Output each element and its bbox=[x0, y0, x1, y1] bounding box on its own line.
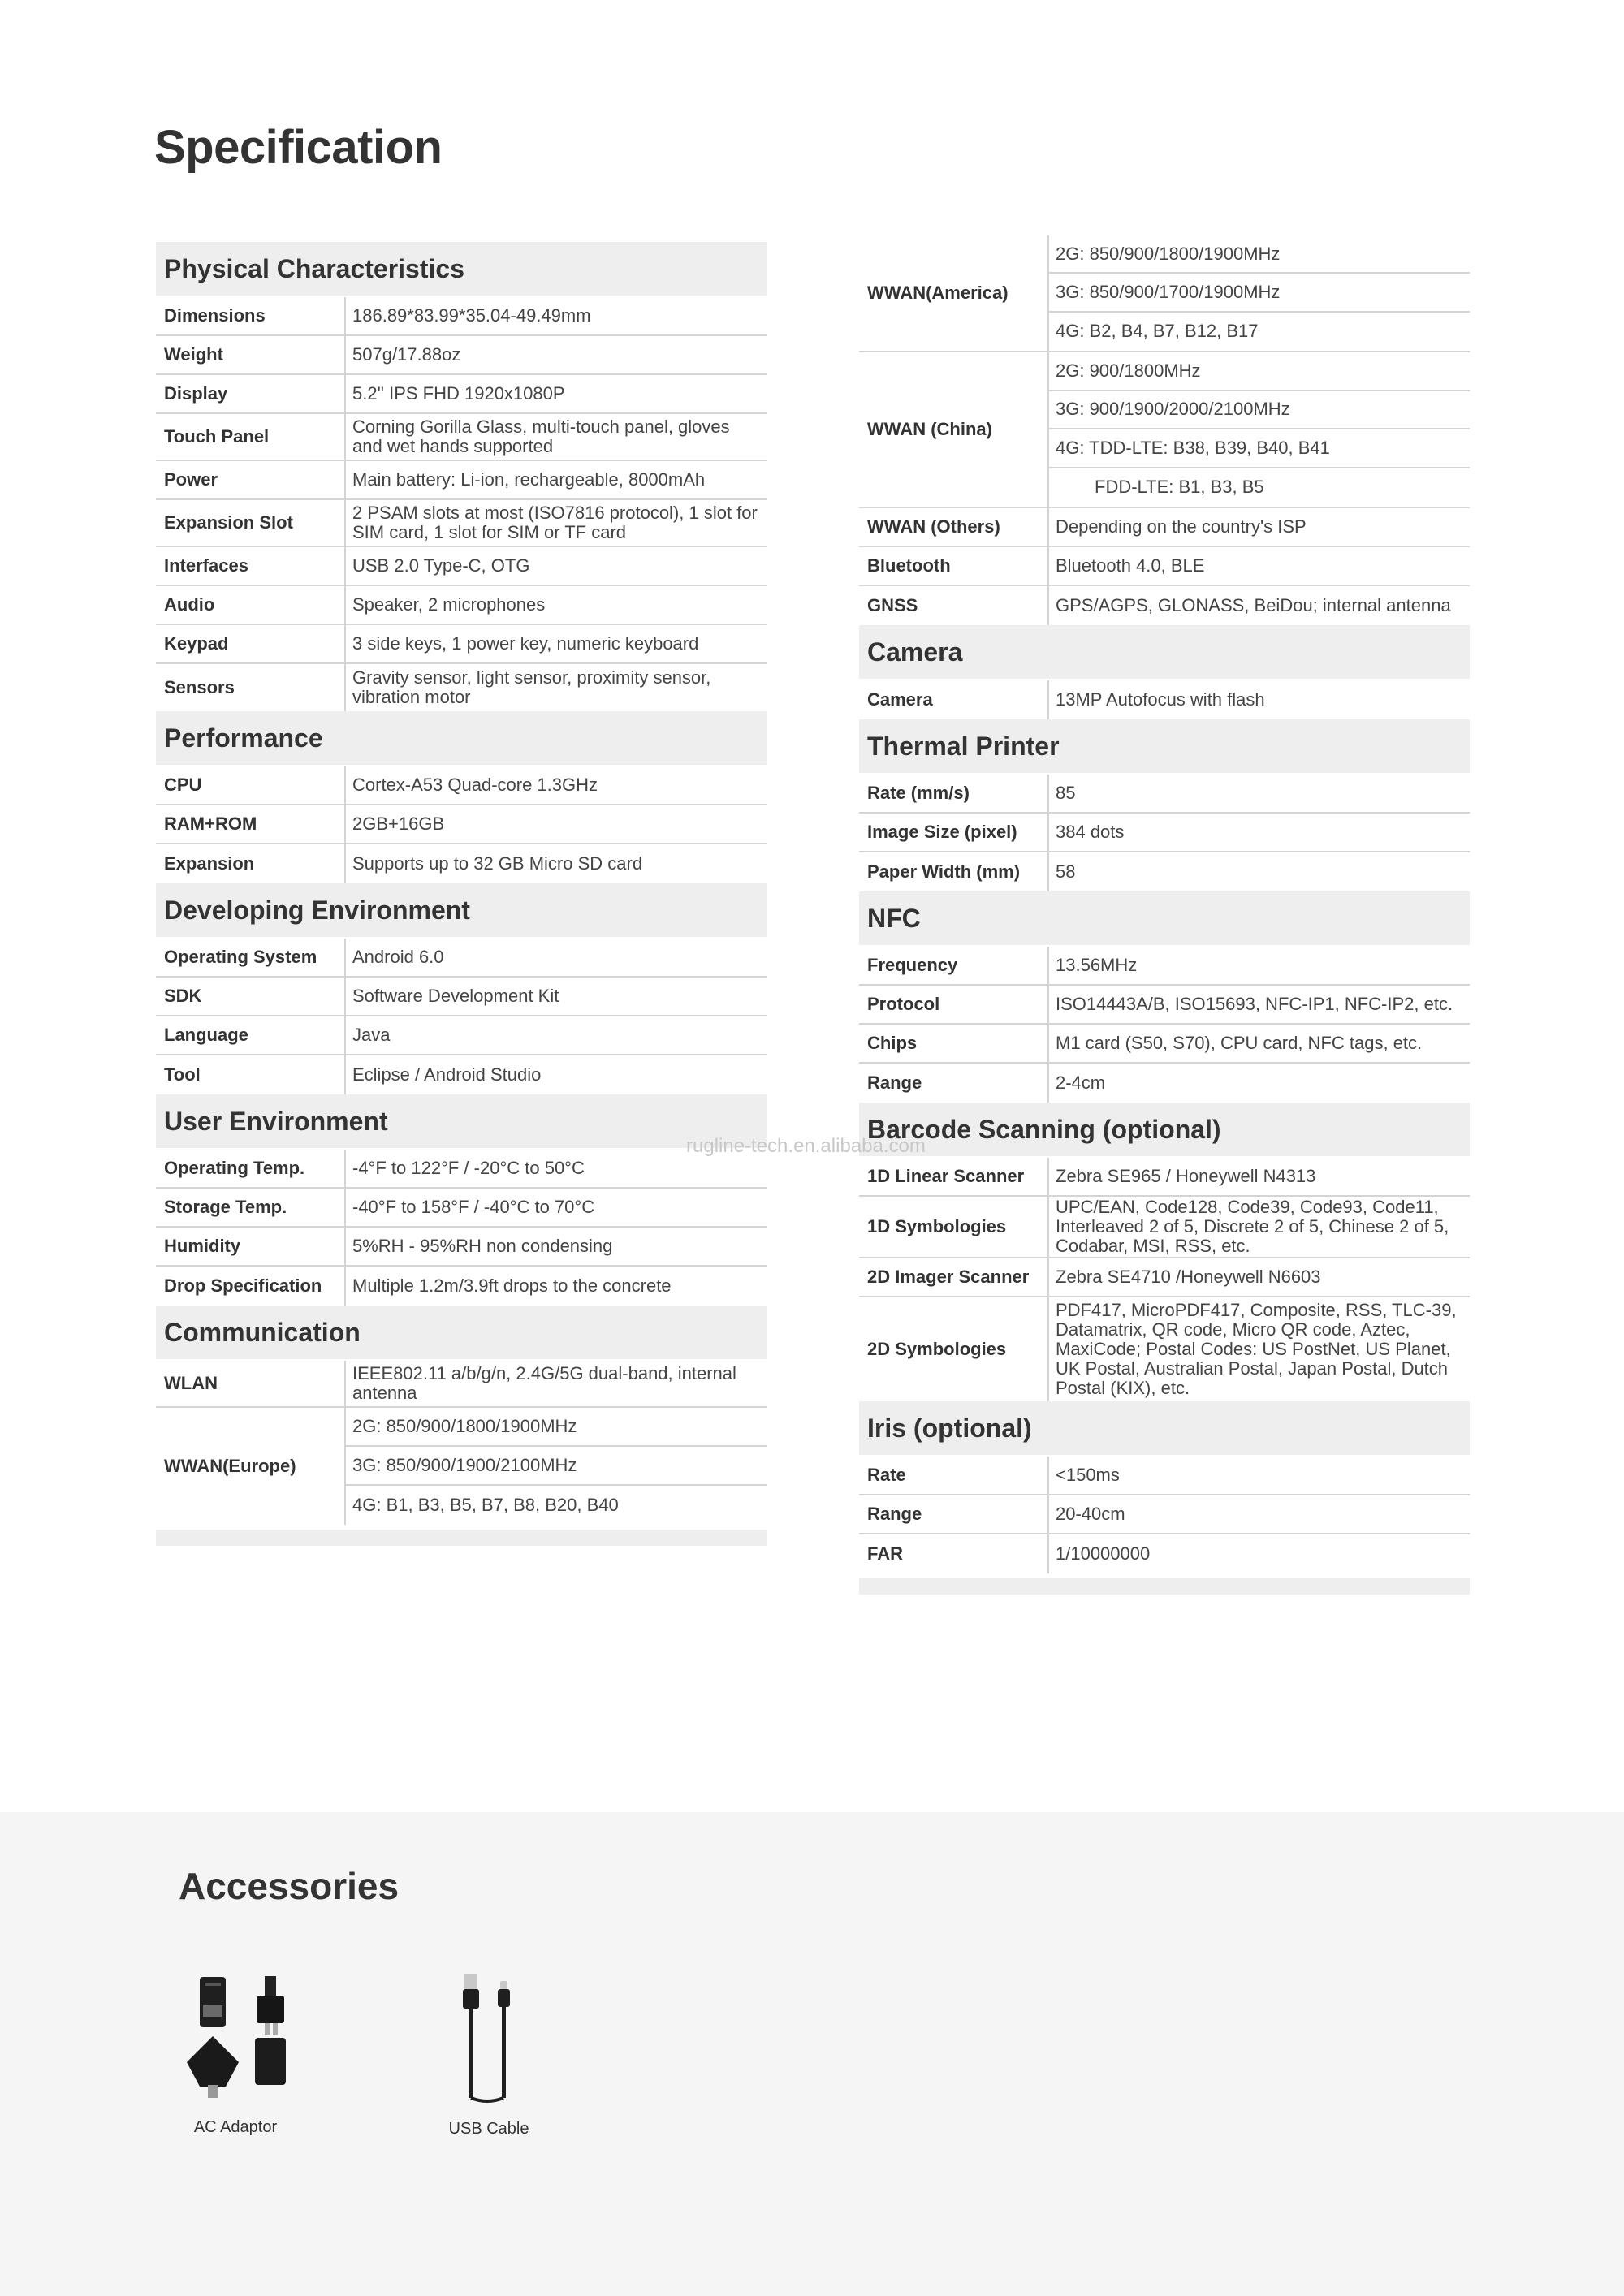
spec-value-line: 4G: B1, B3, B5, B7, B8, B20, B40 bbox=[352, 1495, 619, 1515]
spec-value: Cortex-A53 Quad-core 1.3GHz bbox=[344, 766, 767, 804]
spec-row-cpu bbox=[156, 766, 767, 805]
spec-value-line: 3G: 850/900/1700/1900MHz bbox=[1049, 274, 1470, 312]
spec-label: 2D Imager Scanner bbox=[867, 1267, 1030, 1287]
spec-label: Interfaces bbox=[164, 555, 248, 576]
spec-label: Operating Temp. bbox=[164, 1158, 305, 1178]
spec-value: -40°F to 158°F / -40°C to 70°C bbox=[344, 1189, 767, 1226]
spec-label: Keypad bbox=[164, 633, 229, 654]
accessories-title: Accessories bbox=[179, 1865, 400, 1907]
spec-value: USB 2.0 Type-C, OTG bbox=[344, 547, 767, 585]
spec-table bbox=[156, 939, 767, 1094]
spec-row-weight bbox=[156, 336, 767, 375]
spec-row-operating-system bbox=[156, 939, 767, 978]
spec-row-expansion-slot bbox=[156, 500, 767, 547]
spec-table bbox=[859, 775, 1470, 891]
spec-value: <150ms bbox=[1047, 1457, 1470, 1494]
spec-label: CPU bbox=[164, 775, 202, 795]
spec-label: Expansion bbox=[164, 853, 255, 874]
spec-row-interfaces bbox=[156, 547, 767, 586]
spec-value: Speaker, 2 microphones bbox=[344, 586, 767, 624]
spec-value: 186.89*83.99*35.04-49.49mm bbox=[344, 297, 767, 334]
spec-value: Zebra SE965 / Honeywell N4313 bbox=[1047, 1158, 1470, 1195]
spec-row-language bbox=[156, 1016, 767, 1055]
spec-row-1d-symbologies bbox=[859, 1197, 1470, 1258]
section-title-barcode-scanning-optional: Barcode Scanning (optional) bbox=[859, 1103, 1470, 1156]
spec-value: 13MP Autofocus with flash bbox=[1047, 680, 1470, 719]
spec-label: GNSS bbox=[867, 595, 918, 615]
spec-row-dimensions bbox=[156, 297, 767, 336]
spec-label: Dimensions bbox=[164, 305, 266, 326]
watermark: rugline-tech.en.alibaba.com bbox=[686, 1135, 926, 1157]
spec-value: GPS/AGPS, GLONASS, BeiDou; internal antenna bbox=[1047, 586, 1470, 625]
spec-value: 3 side keys, 1 power key, numeric keyboard bbox=[344, 625, 767, 662]
spec-value: 2 PSAM slots at most (ISO7816 protocol), 1 slot for SIM card, 1 slot for SIM or TF card bbox=[344, 500, 767, 546]
spec-value: 5%RH - 95%RH non condensing bbox=[344, 1228, 767, 1265]
spec-row-chips bbox=[859, 1025, 1470, 1064]
spec-label: WLAN bbox=[164, 1373, 218, 1393]
spec-row-operating-temp bbox=[156, 1150, 767, 1189]
spec-label: Operating System bbox=[164, 947, 317, 967]
spec-row-display bbox=[156, 375, 767, 414]
spec-row-2d-symbologies bbox=[859, 1297, 1470, 1401]
spec-value-line: 4G: B2, B4, B7, B12, B17 bbox=[1056, 321, 1259, 342]
spec-label: Storage Temp. bbox=[164, 1197, 287, 1217]
spec-row-sdk bbox=[156, 978, 767, 1016]
spec-row-storage-temp bbox=[156, 1189, 767, 1228]
spec-value bbox=[1047, 352, 1470, 507]
spec-label: Rate (mm/s) bbox=[867, 783, 970, 803]
spec-value: IEEE802.11 a/b/g/n, 2.4G/5G dual-band, internal antenna bbox=[344, 1361, 767, 1406]
spec-label: Rate bbox=[867, 1465, 906, 1485]
ac-adaptor-image bbox=[179, 1973, 292, 2103]
spec-row-range bbox=[859, 1064, 1470, 1103]
section-title-communication: Communication bbox=[156, 1306, 767, 1359]
spec-label: Touch Panel bbox=[164, 426, 270, 447]
spec-table bbox=[859, 1158, 1470, 1401]
spec-row-wwan-china bbox=[859, 352, 1470, 508]
spec-row-touch-panel bbox=[156, 414, 767, 461]
spec-value: ISO14443A/B, ISO15693, NFC-IP1, NFC-IP2, etc. bbox=[1047, 986, 1470, 1023]
spec-label: FAR bbox=[867, 1543, 903, 1564]
spec-label: 1D Linear Scanner bbox=[867, 1166, 1025, 1186]
section-title-thermal-printer: Thermal Printer bbox=[859, 719, 1470, 773]
spec-value: 2-4cm bbox=[1047, 1064, 1470, 1103]
spec-row-drop-specification bbox=[156, 1267, 767, 1306]
spec-value-line: 2G: 900/1800MHz bbox=[1049, 352, 1470, 391]
accessory-label: USB Cable bbox=[448, 2120, 529, 2138]
spec-value: Multiple 1.2m/3.9ft drops to the concrete bbox=[344, 1267, 767, 1306]
spec-value-line: 3G: 850/900/1900/2100MHz bbox=[346, 1447, 767, 1486]
spec-row-humidity bbox=[156, 1228, 767, 1267]
spec-row-image-size-pixel bbox=[859, 814, 1470, 852]
spec-value: Main battery: Li-ion, rechargeable, 8000mAh bbox=[344, 461, 767, 498]
spec-row-tool bbox=[156, 1055, 767, 1094]
section-title-user-environment: User Environment bbox=[156, 1094, 767, 1148]
spec-row-keypad bbox=[156, 625, 767, 664]
spec-row-camera bbox=[859, 680, 1470, 719]
spec-row-rate-mm-s bbox=[859, 775, 1470, 814]
spec-row-sensors bbox=[156, 664, 767, 711]
spec-label: Humidity bbox=[164, 1236, 241, 1256]
spec-label: Protocol bbox=[867, 994, 940, 1014]
spec-label: Image Size (pixel) bbox=[867, 822, 1017, 842]
accessory-usb-cable bbox=[438, 1973, 539, 2138]
section-title-performance: Performance bbox=[156, 711, 767, 765]
spec-value: -4°F to 122°F / -20°C to 50°C bbox=[344, 1150, 767, 1187]
accessory-ac-adaptor bbox=[179, 1973, 292, 2137]
spec-value: 85 bbox=[1047, 775, 1470, 812]
spec-label: WWAN(America) bbox=[867, 283, 1009, 303]
spec-value-line: 4G: TDD-LTE: B38, B39, B40, B41 bbox=[1049, 429, 1470, 468]
spec-label: Audio bbox=[164, 594, 215, 615]
spec-value: Android 6.0 bbox=[344, 939, 767, 976]
spec-value-line: 2G: 850/900/1800/1900MHz bbox=[346, 1408, 767, 1447]
spec-value: Eclipse / Android Studio bbox=[344, 1055, 767, 1094]
spec-label: Sensors bbox=[164, 677, 235, 697]
spec-table bbox=[859, 1457, 1470, 1573]
spec-label: Drop Specification bbox=[164, 1275, 322, 1296]
spec-label: 1D Symbologies bbox=[867, 1216, 1007, 1236]
spec-row-2d-imager-scanner bbox=[859, 1258, 1470, 1297]
spec-label: Weight bbox=[164, 344, 223, 365]
spec-value: 384 dots bbox=[1047, 814, 1470, 851]
spec-label: Language bbox=[164, 1025, 248, 1045]
table-footer-bar bbox=[859, 1578, 1470, 1595]
spec-table bbox=[156, 1361, 767, 1525]
spec-row-expansion bbox=[156, 844, 767, 883]
spec-row-protocol bbox=[859, 986, 1470, 1025]
spec-label: Power bbox=[164, 469, 218, 490]
spec-value: 507g/17.88oz bbox=[344, 336, 767, 373]
spec-label: SDK bbox=[164, 986, 202, 1006]
spec-row-frequency bbox=[859, 947, 1470, 986]
spec-row-audio bbox=[156, 586, 767, 625]
spec-value-line: FDD-LTE: B1, B3, B5 bbox=[1095, 477, 1264, 498]
spec-label: Range bbox=[867, 1072, 922, 1093]
spec-label: Paper Width (mm) bbox=[867, 861, 1021, 882]
spec-table bbox=[156, 297, 767, 711]
spec-row-ram-rom bbox=[156, 805, 767, 844]
spec-table bbox=[859, 947, 1470, 1103]
spec-value bbox=[1047, 235, 1470, 351]
spec-row-range bbox=[859, 1495, 1470, 1534]
section-title-physical-characteristics: Physical Characteristics bbox=[156, 242, 767, 296]
spec-value: Software Development Kit bbox=[344, 978, 767, 1015]
spec-label: Frequency bbox=[867, 955, 958, 975]
spec-value-line: 2G: 850/900/1800/1900MHz bbox=[1049, 235, 1470, 274]
spec-row-wlan bbox=[156, 1361, 767, 1408]
page-title: Specification bbox=[154, 121, 443, 174]
spec-row-1d-linear-scanner bbox=[859, 1158, 1470, 1197]
spec-row-bluetooth bbox=[859, 547, 1470, 586]
left-spec-column bbox=[156, 242, 767, 1546]
spec-value: Gravity sensor, light sensor, proximity sensor, vibration motor bbox=[344, 664, 767, 711]
spec-row-far bbox=[859, 1534, 1470, 1573]
spec-label: Bluetooth bbox=[867, 555, 951, 576]
spec-value-line: 3G: 900/1900/2000/2100MHz bbox=[1049, 391, 1470, 430]
spec-label: Chips bbox=[867, 1033, 918, 1053]
spec-value: Corning Gorilla Glass, multi-touch panel, gloves and wet hands supported bbox=[344, 414, 767, 460]
spec-label: WWAN (Others) bbox=[867, 516, 1000, 537]
spec-row-wwan-america bbox=[859, 235, 1470, 352]
spec-table bbox=[859, 680, 1470, 719]
section-title-developing-environment: Developing Environment bbox=[156, 883, 767, 937]
accessory-label: AC Adaptor bbox=[193, 2118, 278, 2136]
spec-row-gnss bbox=[859, 586, 1470, 625]
section-title-camera: Camera bbox=[859, 625, 1470, 679]
section-title-nfc: NFC bbox=[859, 891, 1470, 945]
spec-label: RAM+ROM bbox=[164, 814, 257, 834]
spec-row-rate bbox=[859, 1457, 1470, 1495]
spec-value: 13.56MHz bbox=[1047, 947, 1470, 984]
spec-value: 20-40cm bbox=[1047, 1495, 1470, 1533]
spec-value: Java bbox=[344, 1016, 767, 1054]
spec-value: 1/10000000 bbox=[1047, 1534, 1470, 1573]
spec-label: 2D Symbologies bbox=[867, 1339, 1007, 1359]
spec-row-paper-width-mm bbox=[859, 852, 1470, 891]
spec-label: WWAN (China) bbox=[867, 419, 992, 439]
table-footer-bar bbox=[156, 1530, 767, 1546]
spec-label: Camera bbox=[867, 689, 933, 710]
spec-row-power bbox=[156, 461, 767, 500]
spec-row-wwan-europe bbox=[156, 1408, 767, 1525]
spec-label: Tool bbox=[164, 1064, 201, 1085]
spec-table bbox=[859, 235, 1470, 625]
spec-value: UPC/EAN, Code128, Code39, Code93, Code11, Interleaved 2 of 5, Discrete 2 of 5, Chinese 2 of 5, Codabar, MSI, RSS, etc. bbox=[1047, 1197, 1470, 1257]
spec-label: Expansion Slot bbox=[164, 512, 293, 533]
spec-value: 5.2'' IPS FHD 1920x1080P bbox=[344, 375, 767, 412]
spec-value: Supports up to 32 GB Micro SD card bbox=[344, 844, 767, 883]
spec-value: 58 bbox=[1047, 852, 1470, 891]
spec-label: Display bbox=[164, 383, 228, 404]
spec-label: Range bbox=[867, 1504, 922, 1524]
usb-cable-image bbox=[438, 1973, 539, 2104]
spec-value: Bluetooth 4.0, BLE bbox=[1047, 547, 1470, 585]
spec-row-wwan-others bbox=[859, 508, 1470, 547]
section-title-iris-optional: Iris (optional) bbox=[859, 1401, 1470, 1455]
spec-table bbox=[156, 766, 767, 883]
spec-value bbox=[344, 1408, 767, 1525]
spec-label: WWAN(Europe) bbox=[164, 1456, 296, 1476]
spec-value: Zebra SE4710 /Honeywell N6603 bbox=[1047, 1258, 1470, 1296]
spec-value: PDF417, MicroPDF417, Composite, RSS, TLC-39, Datamatrix, QR code, Micro QR code, Aztec, MaxiCode; Postal Codes: US PostNet, US Planet, UK Postal, Australian Postal, Japan Postal, Dutch Postal (KIX), etc. bbox=[1047, 1297, 1470, 1401]
right-spec-column bbox=[859, 235, 1470, 1595]
spec-table bbox=[156, 1150, 767, 1306]
spec-value: M1 card (S50, S70), CPU card, NFC tags, etc. bbox=[1047, 1025, 1470, 1062]
spec-value: Depending on the country's ISP bbox=[1047, 508, 1470, 546]
spec-value: 2GB+16GB bbox=[344, 805, 767, 843]
